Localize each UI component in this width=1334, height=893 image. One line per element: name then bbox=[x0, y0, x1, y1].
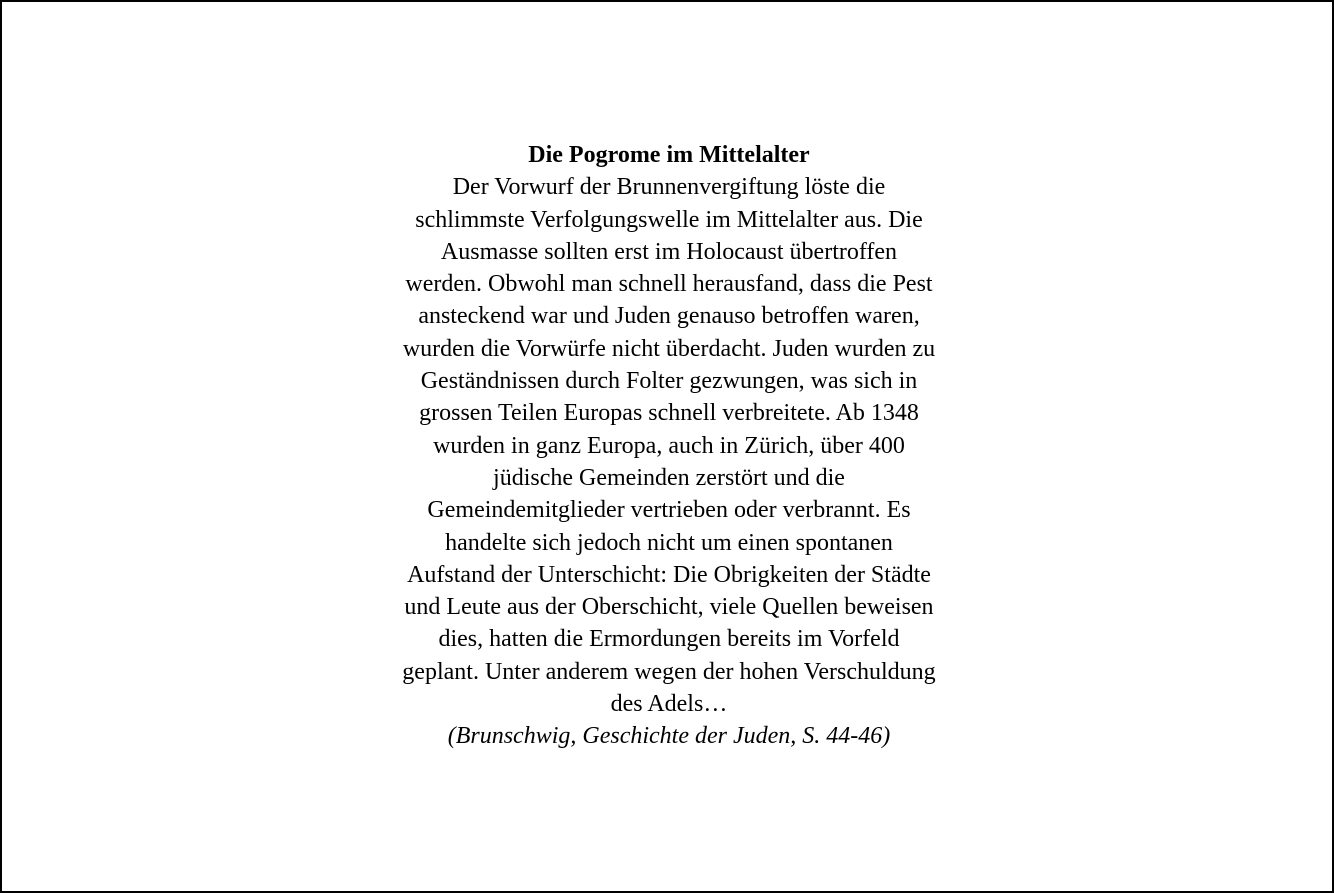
body-line: Geständnissen durch Folter gezwungen, was sich in bbox=[420, 368, 918, 395]
body-line: dies, hatten die Ermordungen bereits im Vorfeld bbox=[438, 626, 900, 653]
body-line: jüdische Gemeinden zerstört und die bbox=[493, 464, 845, 491]
body-line: ansteckend war und Juden genauso betroffen waren, bbox=[418, 303, 920, 330]
body-line: geplant. Unter anderem wegen der hohen Verschuldung bbox=[402, 658, 936, 685]
body-line: Der Vorwurf der Brunnenvergiftung löste die bbox=[452, 174, 886, 201]
body-line: Ausmasse sollten erst im Holocaust übertroffen bbox=[440, 238, 898, 265]
body-line: und Leute aus der Oberschicht, viele Quellen beweisen bbox=[404, 594, 934, 621]
body-line: werden. Obwohl man schnell herausfand, dass die Pest bbox=[405, 271, 933, 298]
body-line: wurden in ganz Europa, auch in Zürich, über 400 bbox=[433, 432, 905, 459]
body-line: Aufstand der Unterschicht: Die Obrigkeiten der Städte bbox=[407, 561, 931, 588]
body-line: handelte sich jedoch nicht um einen spontanen bbox=[445, 529, 893, 556]
body-line: schlimmste Verfolgungswelle im Mittelalter aus. Die bbox=[415, 206, 923, 233]
source-citation: (Brunschwig, Geschichte der Juden, S. 44-46) bbox=[447, 723, 891, 750]
body-line: grossen Teilen Europas schnell verbreitete. Ab 1348 bbox=[419, 400, 919, 427]
document-title: Die Pogrome im Mittelalter bbox=[528, 142, 810, 168]
body-line: des Adels… bbox=[610, 691, 728, 718]
body-line: Gemeindemitglieder vertrieben oder verbrannt. Es bbox=[427, 497, 911, 524]
body-line: wurden die Vorwürfe nicht überdacht. Juden wurden zu bbox=[402, 335, 936, 362]
text-block bbox=[362, 139, 976, 753]
